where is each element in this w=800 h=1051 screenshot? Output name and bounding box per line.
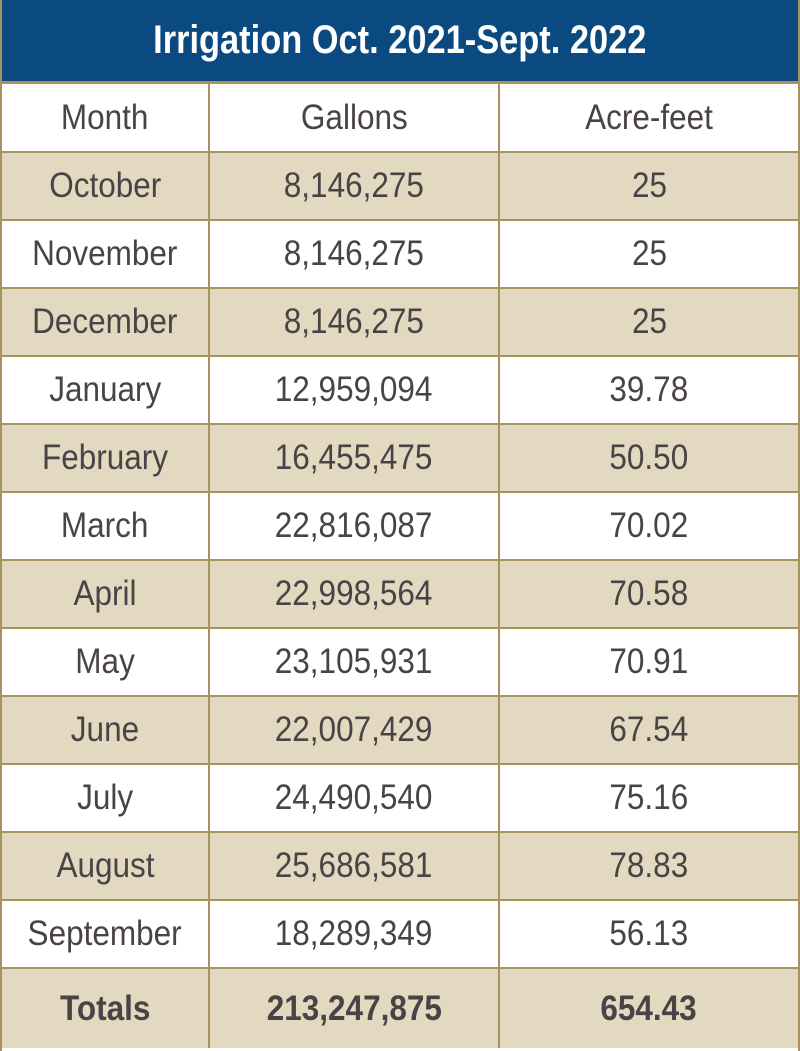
acre-feet-cell: 75.16: [499, 764, 798, 832]
table-title: Irrigation Oct. 2021-Sept. 2022: [153, 18, 647, 62]
acre-feet-cell: 70.58: [499, 560, 798, 628]
totals-row: [2, 968, 798, 1048]
table-title-bar: [2, 0, 798, 84]
month-cell: February: [2, 424, 209, 492]
table-row: [2, 832, 798, 900]
acre-feet-cell: 25: [499, 220, 798, 288]
gallons-cell: 16,455,475: [209, 424, 499, 492]
acre-feet-cell: 70.02: [499, 492, 798, 560]
month-cell: April: [2, 560, 209, 628]
gallons-cell: 25,686,581: [209, 832, 499, 900]
totals-label: Totals: [2, 968, 209, 1048]
table-row: [2, 152, 798, 220]
table-row: [2, 900, 798, 968]
column-header-month: Month: [2, 84, 209, 152]
gallons-cell: 22,816,087: [209, 492, 499, 560]
table-row: [2, 696, 798, 764]
gallons-cell: 12,959,094: [209, 356, 499, 424]
acre-feet-cell: 78.83: [499, 832, 798, 900]
gallons-cell: 8,146,275: [209, 220, 499, 288]
gallons-cell: 8,146,275: [209, 288, 499, 356]
acre-feet-cell: 25: [499, 152, 798, 220]
totals-acre-feet: 654.43: [499, 968, 798, 1048]
header-row: [2, 84, 798, 152]
acre-feet-cell: 50.50: [499, 424, 798, 492]
month-cell: September: [2, 900, 209, 968]
acre-feet-cell: 70.91: [499, 628, 798, 696]
acre-feet-cell: 25: [499, 288, 798, 356]
gallons-cell: 24,490,540: [209, 764, 499, 832]
table-row: [2, 356, 798, 424]
table-row: [2, 764, 798, 832]
table-row: [2, 492, 798, 560]
data-table: [2, 84, 798, 1048]
month-cell: January: [2, 356, 209, 424]
month-cell: May: [2, 628, 209, 696]
table-row: [2, 560, 798, 628]
month-cell: November: [2, 220, 209, 288]
column-header-acre-feet: Acre-feet: [499, 84, 798, 152]
gallons-cell: 22,998,564: [209, 560, 499, 628]
totals-gallons: 213,247,875: [209, 968, 499, 1048]
month-cell: October: [2, 152, 209, 220]
table-row: [2, 628, 798, 696]
table-row: [2, 220, 798, 288]
table-row: [2, 424, 798, 492]
acre-feet-cell: 67.54: [499, 696, 798, 764]
month-cell: August: [2, 832, 209, 900]
month-cell: December: [2, 288, 209, 356]
acre-feet-cell: 56.13: [499, 900, 798, 968]
month-cell: July: [2, 764, 209, 832]
month-cell: June: [2, 696, 209, 764]
table-row: [2, 288, 798, 356]
gallons-cell: 23,105,931: [209, 628, 499, 696]
column-header-gallons: Gallons: [209, 84, 499, 152]
acre-feet-cell: 39.78: [499, 356, 798, 424]
gallons-cell: 22,007,429: [209, 696, 499, 764]
gallons-cell: 18,289,349: [209, 900, 499, 968]
table-body: [2, 152, 798, 1048]
gallons-cell: 8,146,275: [209, 152, 499, 220]
month-cell: March: [2, 492, 209, 560]
